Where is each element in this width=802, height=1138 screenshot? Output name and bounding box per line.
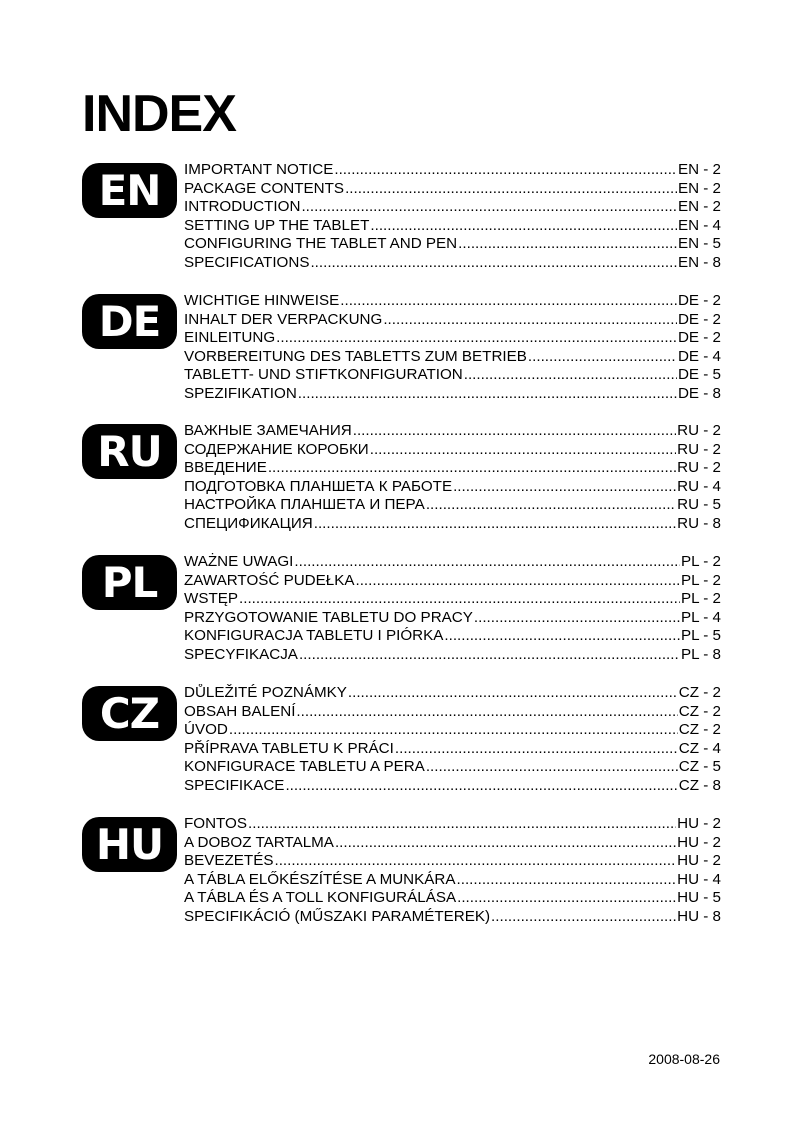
toc-entry[interactable] [184,646,721,665]
language-badge: EN [82,163,177,218]
toc-list [184,292,721,404]
toc-label: IMPORTANT NOTICE [184,161,334,178]
dot-leader [294,553,680,572]
dot-leader [296,703,677,722]
page-title: INDEX [82,85,236,143]
toc-entry[interactable] [184,871,721,890]
toc-page: PL - 5 [681,627,721,645]
toc-page: CZ - 2 [678,684,721,701]
toc-label: ВАЖНЫЕ ЗАМЕЧАНИЯ [184,422,352,439]
dot-leader [528,348,677,367]
dot-leader [444,627,680,646]
toc-label: SPECIFICATIONS [184,253,310,271]
toc-page: HU - 4 [677,870,721,888]
dot-leader [268,459,676,478]
toc-list [184,684,721,796]
toc-page: DE - 8 [677,384,721,402]
dot-leader [457,889,676,908]
toc-entry[interactable] [184,422,721,441]
toc-page: DE - 5 [677,366,721,384]
toc-entry[interactable] [184,609,721,628]
language-badge: DE [82,294,177,349]
toc-entry[interactable] [184,627,721,646]
toc-entry[interactable] [184,834,721,853]
toc-entry[interactable] [184,254,721,273]
document-date: 2008-08-26 [648,1051,720,1067]
dot-leader [426,758,678,777]
toc-label: OBSAH BALENÍ [184,702,296,720]
toc-entry[interactable] [184,889,721,908]
toc-entry[interactable] [184,721,721,740]
dot-leader [310,254,677,273]
toc-label: ÚVOD [184,721,228,739]
toc-page: DE - 2 [677,292,721,309]
toc-page: HU - 8 [677,907,721,925]
toc-entry[interactable] [184,198,721,217]
toc-label: SPECYFIKACJA [184,645,298,663]
section-cz [82,684,722,798]
toc-label: ПОДГОТОВКА ПЛАНШЕТА К РАБОТЕ [184,477,453,495]
toc-page: HU - 2 [677,852,721,870]
toc-page: HU - 5 [677,889,721,907]
toc-entry[interactable] [184,180,721,199]
toc-page: EN - 2 [677,161,721,178]
dot-leader [274,852,676,871]
language-badge: PL [82,555,177,610]
toc-label: A TÁBLA ÉS A TOLL KONFIGURÁLÁSA [184,889,457,907]
dot-leader [355,572,680,591]
toc-entry[interactable] [184,684,721,703]
toc-page: PL - 8 [681,645,721,663]
dot-leader [239,590,680,609]
dot-leader [276,329,677,348]
toc-list [184,815,721,927]
toc-entry[interactable] [184,217,721,236]
toc-label: WAŻNE UWAGI [184,553,294,570]
toc-entry[interactable] [184,758,721,777]
dot-leader [345,180,677,199]
toc-entry[interactable] [184,496,721,515]
dot-leader [491,908,676,927]
dot-leader [464,366,677,385]
toc-label: SETTING UP THE TABLET [184,216,370,234]
dot-leader [229,721,678,740]
toc-label: ZAWARTOŚĆ PUDEŁKA [184,571,355,589]
dot-leader [370,441,676,460]
toc-entry[interactable] [184,348,721,367]
toc-page: PL - 2 [681,553,721,570]
toc-page: RU - 2 [677,459,721,477]
toc-entry[interactable] [184,441,721,460]
dot-leader [383,311,677,330]
dot-leader [298,385,677,404]
toc-page: HU - 2 [677,815,721,832]
toc-entry[interactable] [184,740,721,759]
dot-leader [457,871,677,890]
toc-entry[interactable] [184,235,721,254]
section-hu [82,815,722,929]
dot-leader [248,815,676,834]
toc-label: PACKAGE CONTENTS [184,179,345,197]
toc-page: DE - 2 [677,310,721,328]
toc-list [184,161,721,273]
toc-label: DŮLEŽITÉ POZNÁMKY [184,684,347,701]
toc-label: FONTOS [184,815,248,832]
section-ru [82,422,722,536]
toc-page: RU - 8 [677,514,721,532]
language-badge: HU [82,817,177,872]
toc-entry[interactable] [184,777,721,796]
toc-label: EINLEITUNG [184,329,276,347]
toc-label: ВВЕДЕНИЕ [184,459,267,477]
toc-page: EN - 4 [677,216,721,234]
dot-leader [334,161,677,180]
toc-page: CZ - 2 [678,702,721,720]
toc-label: PŘÍPRAVA TABLETU K PRÁCI [184,739,394,757]
toc-label: INHALT DER VERPACKUNG [184,310,383,328]
toc-page: RU - 2 [677,440,721,458]
toc-list [184,553,721,665]
dot-leader [348,684,678,703]
toc-label: INTRODUCTION [184,198,301,216]
dot-leader [353,422,676,441]
dot-leader [458,235,677,254]
toc-page: RU - 2 [677,422,721,439]
language-badge: CZ [82,686,177,741]
toc-entry[interactable] [184,703,721,722]
toc-label: CONFIGURING THE TABLET AND PEN [184,235,458,253]
toc-entry[interactable] [184,459,721,478]
toc-label: WSTĘP [184,590,239,608]
toc-label: BEVEZETÉS [184,852,274,870]
dot-leader [474,609,680,628]
toc-label: KONFIGURACJA TABLETU I PIÓRKA [184,627,444,645]
toc-page: PL - 2 [681,571,721,589]
toc-entry[interactable] [184,908,721,927]
toc-page: RU - 4 [677,477,721,495]
toc-page: HU - 2 [677,833,721,851]
toc-entry[interactable] [184,815,721,834]
toc-list [184,422,721,534]
toc-page: EN - 2 [677,198,721,216]
toc-page: DE - 4 [677,347,721,365]
dot-leader [453,478,676,497]
toc-page: PL - 2 [681,590,721,608]
dot-leader [335,834,676,853]
toc-entry[interactable] [184,852,721,871]
toc-label: TABLETT- UND STIFTKONFIGURATION [184,366,463,384]
language-badge: RU [82,424,177,479]
toc-entry[interactable] [184,590,721,609]
toc-label: SPECIFIKÁCIÓ (MŰSZAKI PARAMÉTEREK) [184,907,491,925]
toc-entry[interactable] [184,572,721,591]
section-en [82,161,722,275]
dot-leader [395,740,678,759]
dot-leader [301,198,677,217]
toc-label: VORBEREITUNG DES TABLETTS ZUM BETRIEB [184,347,527,365]
section-pl [82,553,722,667]
toc-label: НАСТРОЙКА ПЛАНШЕТА И ПЕРА [184,496,425,514]
dot-leader [314,515,676,534]
toc-entry[interactable] [184,553,721,572]
toc-label: SPECIFIKACE [184,776,285,794]
toc-label: PRZYGOTOWANIE TABLETU DO PRACY [184,608,473,626]
dot-leader [370,217,677,236]
dot-leader [299,646,680,665]
toc-entry[interactable] [184,161,721,180]
toc-label: SPEZIFIKATION [184,384,297,402]
toc-page: EN - 2 [677,179,721,197]
toc-entry[interactable] [184,311,721,330]
toc-entry[interactable] [184,329,721,348]
toc-page: DE - 2 [677,329,721,347]
toc-page: RU - 5 [677,496,721,514]
toc-label: KONFIGURACE TABLETU A PERA [184,758,425,776]
toc-page: CZ - 2 [678,721,721,739]
toc-entry[interactable] [184,515,721,534]
toc-label: A TÁBLA ELŐKÉSZÍTÉSE A MUNKÁRA [184,870,456,888]
dot-leader [426,496,676,515]
toc-label: СПЕЦИФИКАЦИЯ [184,514,313,532]
toc-page: EN - 8 [677,253,721,271]
toc-entry[interactable] [184,385,721,404]
toc-label: WICHTIGE HINWEISE [184,292,340,309]
toc-page: CZ - 4 [678,739,721,757]
section-de [82,292,722,406]
toc-label: СОДЕРЖАНИЕ КОРОБКИ [184,440,369,458]
toc-page: EN - 5 [677,235,721,253]
toc-entry[interactable] [184,292,721,311]
toc-page: PL - 4 [681,608,721,626]
toc-label: A DOBOZ TARTALMA [184,833,334,851]
toc-entry[interactable] [184,366,721,385]
toc-page: CZ - 8 [678,776,721,794]
toc-entry[interactable] [184,478,721,497]
toc-page: CZ - 5 [678,758,721,776]
dot-leader [285,777,677,796]
dot-leader [340,292,677,311]
